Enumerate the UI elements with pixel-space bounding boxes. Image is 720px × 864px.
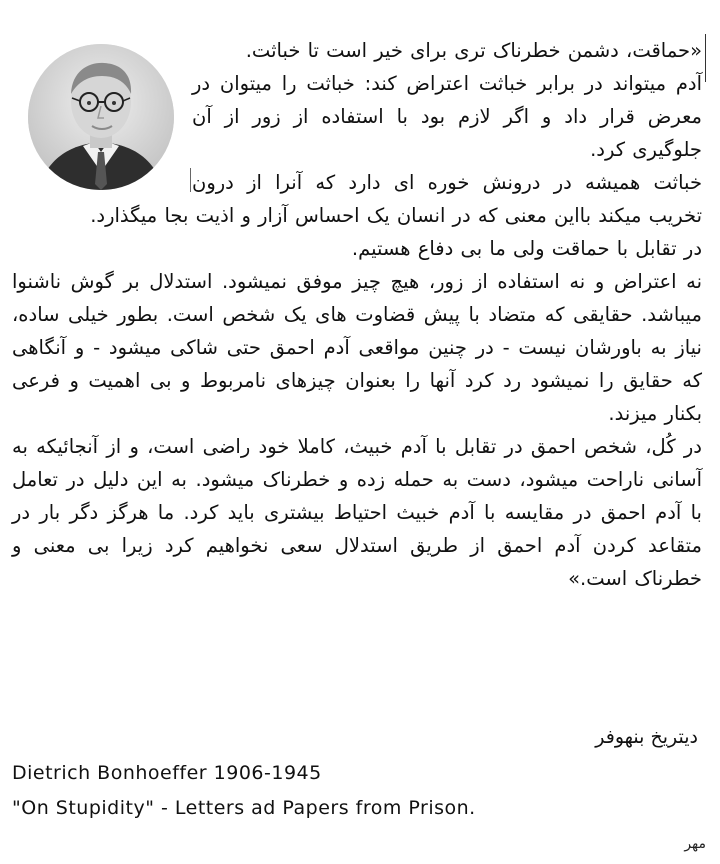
quote-paragraph-2: آدم میتواند در برابر خباثت اعتراض کند: خباثت را میتوان در معرض قرار داد و اگر لازم بود با استفاده از زور از آن جلوگیری کرد. — [192, 72, 702, 161]
quote-paragraph-1: «حماقت، دشمن خطرناک تری برای خیر است تا خباثت. — [245, 39, 702, 62]
portrait-spacer — [12, 34, 192, 194]
author-name-latin: Dietrich Bonhoeffer 1906-1945 — [12, 762, 322, 784]
text-cursor — [705, 34, 706, 82]
quote-paragraph-6: در کُل، شخص احمق در تقابل با آدم خبیث، کاملا خود راضی است، و از آنجائیکه به آسانی ناراحت میشود، دست به حمله زده و خطرناک میشود. به این دلیل در تعامل با آدم احمق در مقایسه با آدم خبیث احتیاط بیشتری باید کرد. ما هرگز دگر بار در متقاعد کردن آدم احمق از طریق استدلال سعی نخواهیم کرد زیرا بی معنی و خطرناک است.» — [12, 435, 702, 590]
quote-paragraph-4: در تقابل با حماقت ولی ما بی دفاع هستیم. — [351, 237, 702, 260]
work-title: "On Stupidity" - Letters ad Papers from Prison. — [12, 797, 476, 819]
source-credit: مهر — [684, 836, 706, 852]
author-name-persian: دیتریخ بنهوفر — [595, 726, 698, 748]
quote-paragraph-5: نه اعتراض و نه استفاده از زور، هیچ چیز موفق نمیشود. استدلال بر گوش ناشنوا میباشد. حقایقی که متضاد با پیش قضاوت های یک شخص است. بطور خیلی ساده، نیاز به باورشان نیست - در چنین مواقعی آدم احمق حتی شاکی میشود - و آنگاهی که حقایق را نمیشود رد کرد آنها را بعنوان چیزهای نامربوط و بی اهمیت و فرعی بکنار میزند. — [12, 270, 702, 425]
quote-text — [12, 34, 702, 595]
quote-paragraph-3: خباثت همیشه در درونش خوره ای دارد که آنرا از درون تخریب میکند بااین معنی که در انسان یک احساس آزار و اذیت بجا میگذارد. — [90, 171, 702, 227]
